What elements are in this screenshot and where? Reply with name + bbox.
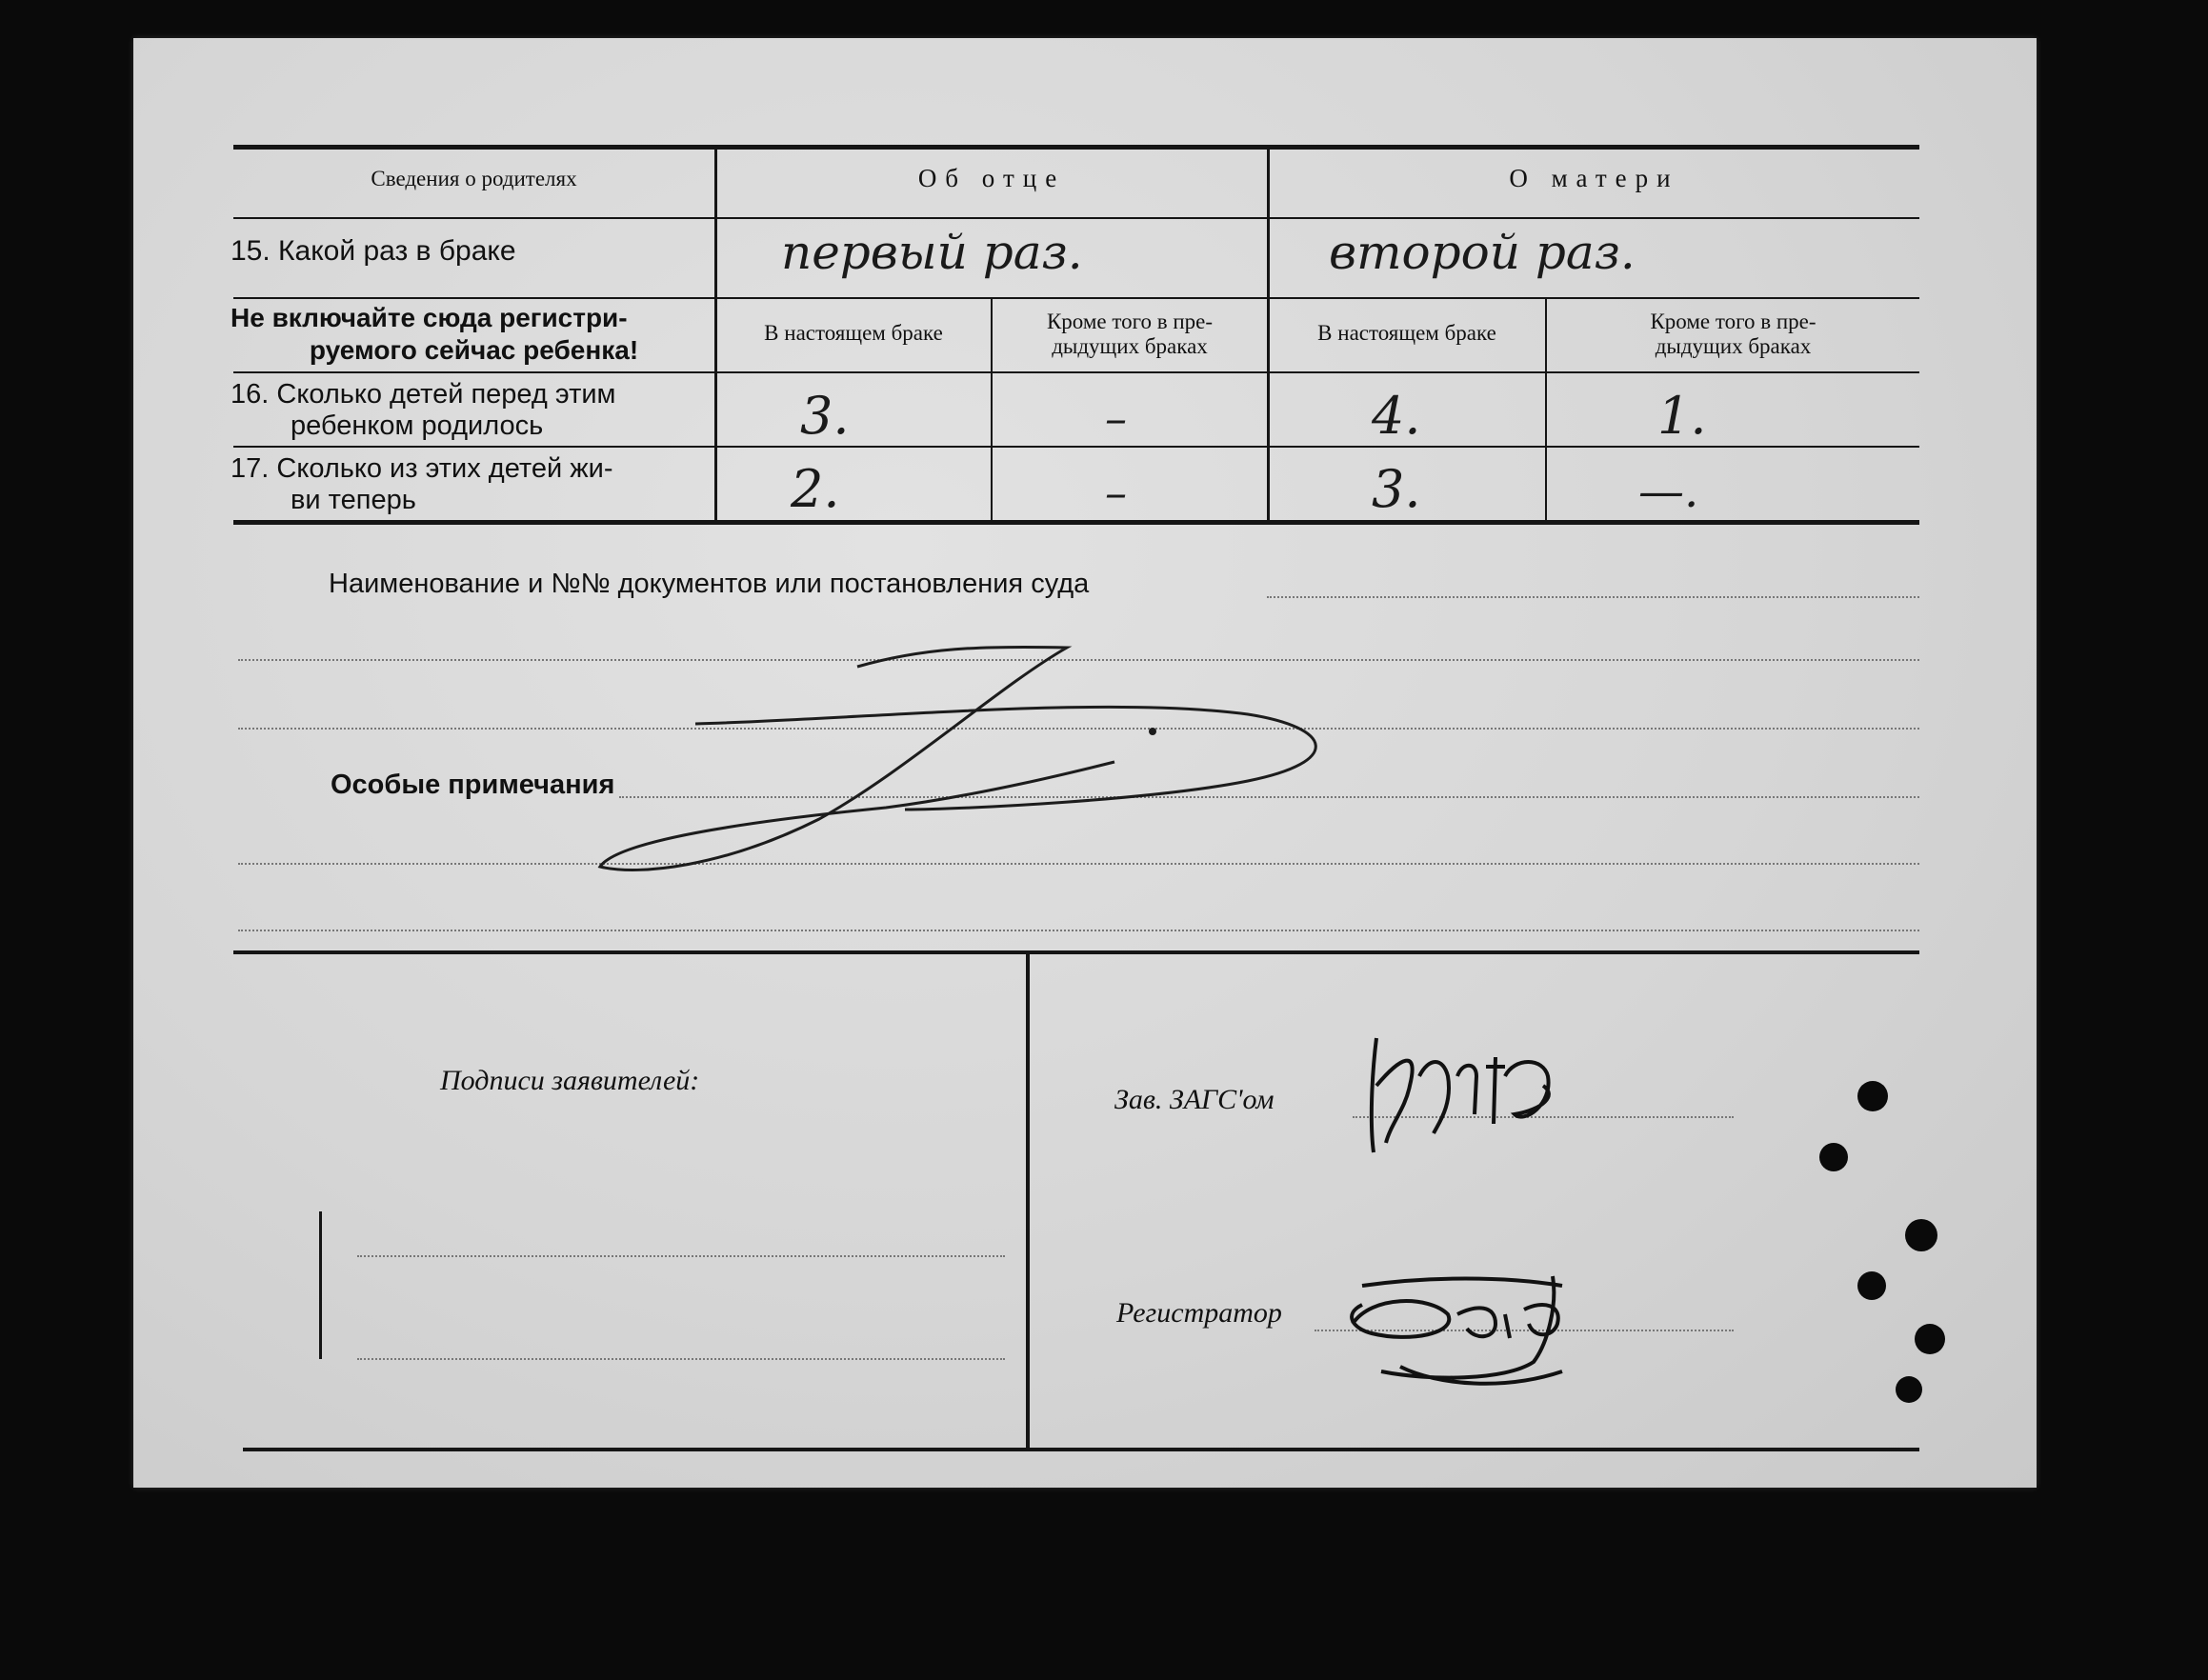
- binding-hole-6: [1896, 1376, 1922, 1403]
- binding-hole-4: [1857, 1271, 1886, 1300]
- document-sheet: [133, 38, 2037, 1488]
- row15-label: 15. Какой раз в браке: [231, 235, 516, 267]
- table-top-rule: [233, 145, 1919, 150]
- row16-father-current: 3.: [800, 386, 850, 446]
- notes-dotted-line-3: [238, 930, 1919, 931]
- sub-father-previous-1: Кроме того в пре-: [1046, 310, 1214, 333]
- special-notes-label: Особые примечания: [331, 770, 615, 800]
- row17-father-previous: –: [1105, 467, 1127, 518]
- table-row15-rule: [233, 297, 1919, 299]
- documents-label: Наименование и №№ документов или постановления суда: [329, 569, 1090, 599]
- binding-hole-1: [1857, 1081, 1888, 1111]
- header-parents-info: Сведения о родителях: [371, 167, 577, 190]
- binding-hole-2: [1819, 1143, 1848, 1171]
- binding-hole-5: [1915, 1324, 1945, 1354]
- sub-mother-previous-1: Кроме того в пре-: [1650, 310, 1817, 333]
- row15-father-value: первый раз.: [781, 225, 1083, 280]
- row17-mother-previous: —.: [1638, 465, 1699, 518]
- signature-section-divider: [1026, 952, 1030, 1450]
- applicant-signature-line-2: [357, 1358, 1005, 1360]
- row17-label-2: ви теперь: [291, 485, 416, 515]
- row16-label-1: 16. Сколько детей перед этим: [231, 379, 616, 410]
- table-row16-rule: [233, 446, 1919, 448]
- registrar-label: Регистратор: [1116, 1297, 1282, 1329]
- row16-father-previous: –: [1105, 392, 1127, 444]
- head-of-registry-label: Зав. ЗАГС'ом: [1114, 1084, 1275, 1115]
- sub-father-current: В настоящем браке: [764, 321, 943, 345]
- table-header-rule: [233, 217, 1919, 219]
- head-signature: [1353, 1019, 1581, 1162]
- applicant-signature-line-1: [357, 1255, 1005, 1257]
- sub-mother-previous-2: дыдущих браках: [1655, 334, 1812, 358]
- signature-section-top-rule: [233, 950, 1919, 954]
- note-exclude-line1: Не включайте сюда регистри-: [231, 303, 628, 332]
- sub-father-previous-2: дыдущих браках: [1052, 334, 1208, 358]
- row15-mother-value: второй раз.: [1329, 225, 1636, 280]
- applicants-signatures-label: Подписи заявителей:: [440, 1065, 700, 1096]
- cancellation-flourish: [581, 629, 1343, 867]
- row17-mother-current: 3.: [1372, 459, 1421, 519]
- registrar-signature: [1315, 1257, 1638, 1400]
- row17-father-current: 2.: [791, 459, 840, 519]
- row16-mother-previous: 1.: [1657, 386, 1707, 446]
- sub-mother-current: В настоящем браке: [1317, 321, 1496, 345]
- documents-dotted-line-1: [1267, 596, 1919, 598]
- binding-hole-3: [1905, 1219, 1937, 1251]
- table-subheader-rule: [233, 371, 1919, 373]
- row16-mother-current: 4.: [1372, 386, 1421, 446]
- note-exclude-line2: руемого сейчас ребенка!: [309, 335, 639, 365]
- header-about-mother: О матери: [1509, 164, 1679, 192]
- signature-section-bottom-rule: [243, 1448, 1919, 1451]
- header-about-father: Об отце: [917, 164, 1066, 192]
- row17-label-1: 17. Сколько из этих детей жи-: [231, 453, 613, 484]
- row16-label-2: ребенком родилось: [291, 410, 544, 441]
- applicants-bracket: [319, 1211, 322, 1359]
- table-bottom-rule: [233, 520, 1919, 525]
